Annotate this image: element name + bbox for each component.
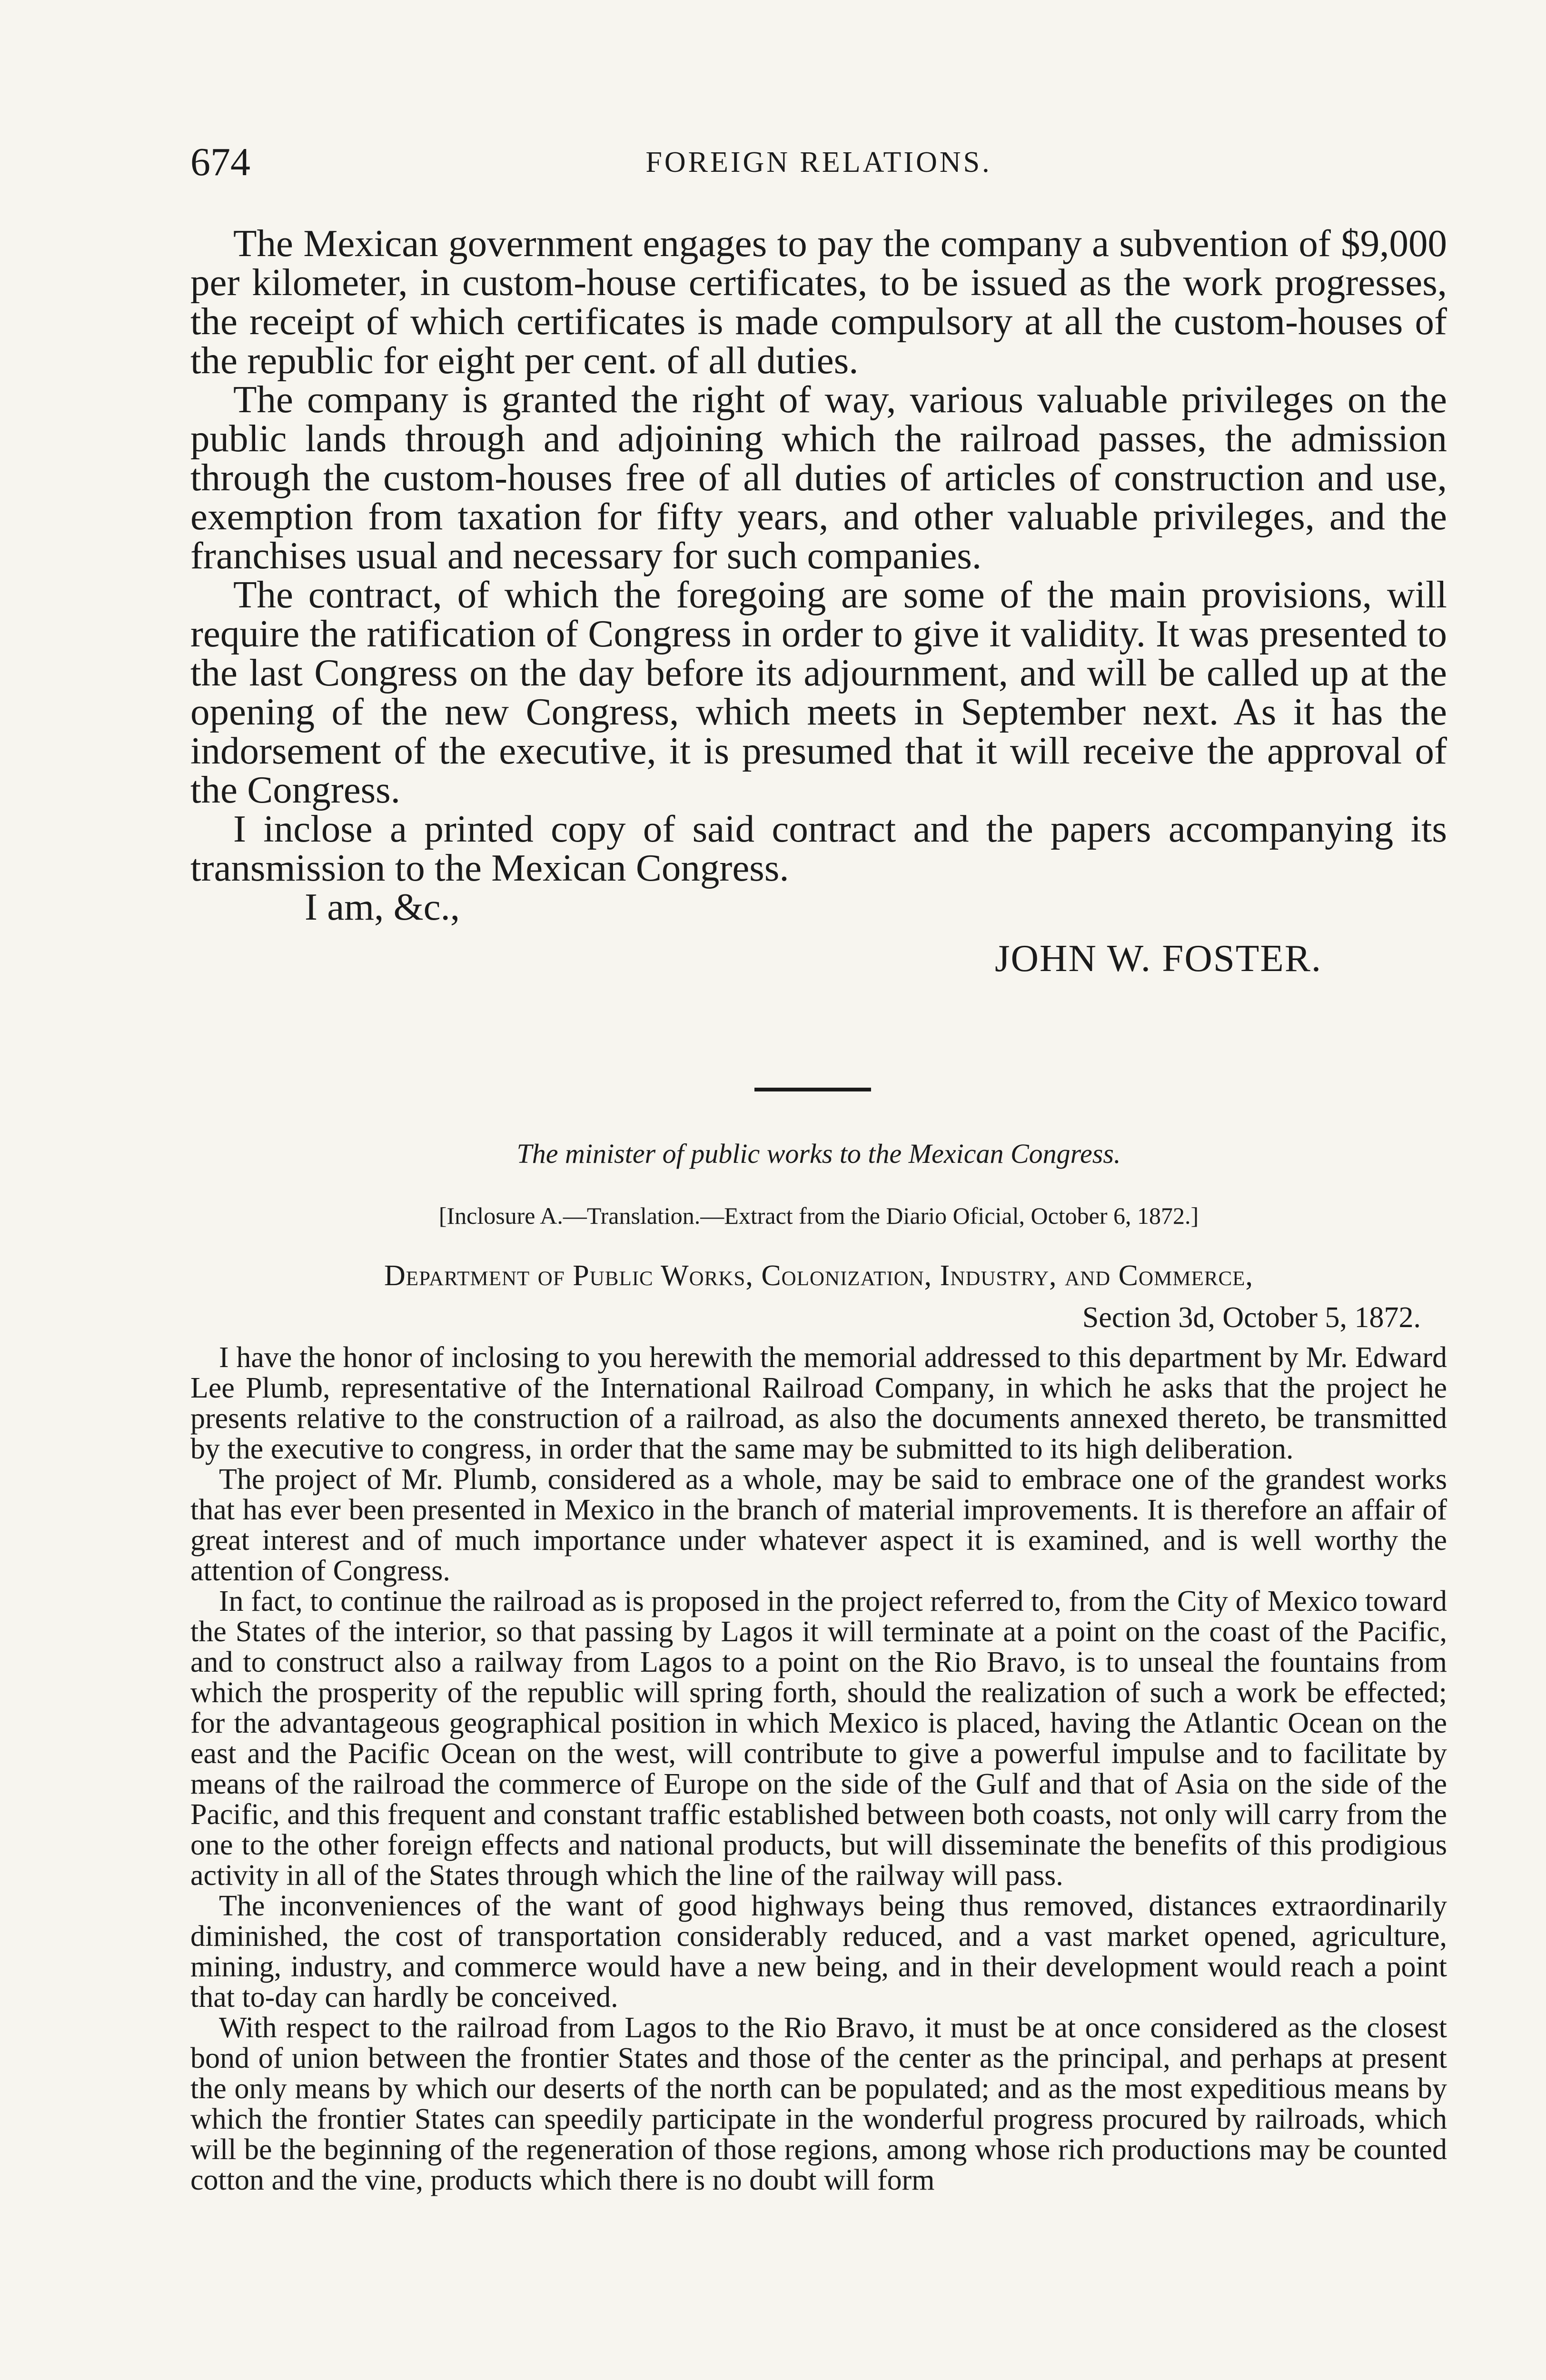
- enclosure-note: [Inclosure A.—Translation.—Extract from the Diario Oficial, October 6, 1872.]: [438, 1202, 1199, 1229]
- enclosure-paragraph: The project of Mr. Plumb, considered as a whole, may be said to embrace one of the grandest works that has ever been presented in Mexico in the branch of material improvements. It is therefore an affair of great interest and of much importance under whatever aspect it is examined, and is well worthy the attention of Congress.: [190, 1463, 1447, 1587]
- section-date: Section 3d, October 5, 1872.: [1082, 1301, 1421, 1334]
- letter-closing: I am, &c.,: [305, 885, 460, 928]
- running-head: FOREIGN RELATIONS.: [645, 146, 992, 178]
- enclosure-paragraph: With respect to the railroad from Lagos to the Rio Bravo, it must be at once considered as the closest bond of union between the frontier States and those of the center as the principal, and perhaps at present the only means by which our deserts of the north can be populated; and as the most expeditious means by which the frontier States can speedily participate in the wonderful progress procured by railroads, which will be the beginning of the regeneration of those regions, among whose rich productions may be counted cotton and the vine, products which there is no doubt will form: [190, 2012, 1447, 2196]
- section-divider: [754, 1088, 871, 1091]
- letter-paragraph: I inclose a printed copy of said contract and the papers accompanying its transmission to the Mexican Congress.: [190, 807, 1447, 889]
- enclosure-paragraph: I have the honor of inclosing to you herewith the memorial addressed to this department by Mr. Edward Lee Plumb, representative of the International Railroad Company, in which he asks that the project he presents relative to the construction of a railroad, as also the documents annexed thereto, be transmitted by the executive to congress, in order that the same may be submitted to its high deliberation.: [190, 1341, 1447, 1465]
- page-number: 674: [190, 140, 250, 184]
- letter-paragraph: The Mexican government engages to pay the company a subvention of $9,000 per kilometer, in custom-house certificates, to be issued as the work progresses, the receipt of which certificates is made compulsory at all the custom-houses of the republic for eight per cent. of all duties.: [190, 222, 1447, 382]
- enclosure-body: [190, 1342, 1447, 2195]
- enclosure-paragraph: The inconveniences of the want of good highways being thus removed, distances extraordinarily diminished, the cost of transportation considerably reduced, and a vast market opened, agriculture, mining, industry, and commerce would have a new being, and in their development would reach a point that to-day can hardly be conceived.: [190, 1890, 1447, 2013]
- letter-paragraph: The company is granted the right of way, various valuable privileges on the public lands through and adjoining which the railroad passes, the admission through the custom-houses free of all duties of articles of construction and use, exemption from taxation for fifty years, and other valuable privileges, and the franchises usual and necessary for such companies.: [190, 378, 1447, 577]
- letter-signature: JOHN W. FOSTER.: [995, 937, 1322, 980]
- enclosure-paragraph: In fact, to continue the railroad as is proposed in the project referred to, from the City of Mexico toward the States of the interior, so that passing by Lagos it will terminate at a point on the coast of the Pacific, and to construct also a railway from Lagos to a point on the Rio Bravo, is to unseal the fountains from which the prosperity of the republic will spring forth, should the realization of such a work be effected; for the advantageous geographical position in which Mexico is placed, having the Atlantic Ocean on the east and the Pacific Ocean on the west, will contribute to give a powerful impulse and to facilitate by means of the railroad the commerce of Europe on the side of the Gulf and that of Asia on the side of the Pacific, and this frequent and constant traffic established between both coasts, not only will carry from the one to the other foreign effects and national products, but will disseminate the benefits of this prodigious activity in all of the States through which the line of the railway will pass.: [190, 1585, 1447, 1892]
- department-heading: Department of Public Works, Colonization, Industry, and Commerce,: [384, 1259, 1253, 1292]
- page-header: [190, 139, 1447, 191]
- letter-paragraph: The contract, of which the foregoing are some of the main provisions, will require the ratification of Congress in order to give it validity. It was presented to the last Congress on the day before its adjournment, and will be called up at the opening of the new Congress, which meets in September next. As it has the indorsement of the executive, it is presumed that it will receive the approval of the Congress.: [190, 573, 1447, 811]
- enclosure-title: The minister of public works to the Mexican Congress.: [516, 1138, 1121, 1169]
- letter-body: [190, 224, 1447, 978]
